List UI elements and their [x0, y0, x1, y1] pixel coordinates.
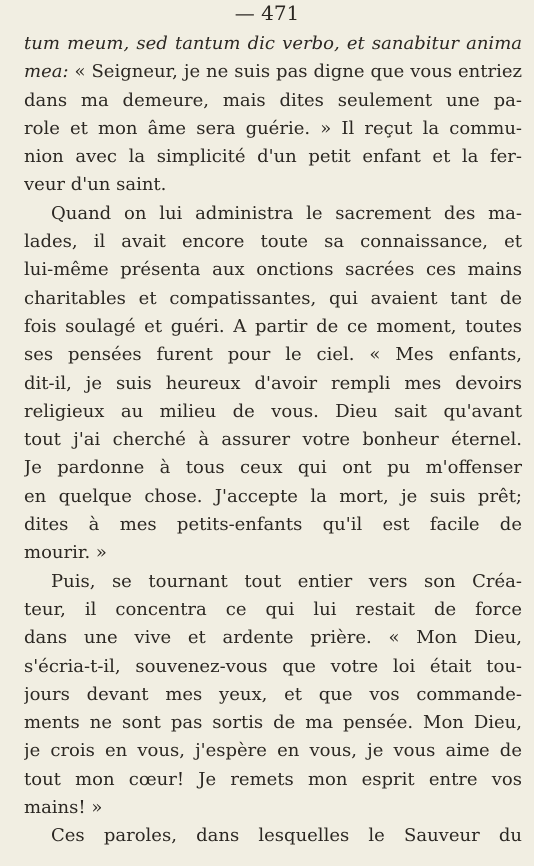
- line-text: Ces paroles, dans lesquelles le Sauveur du: [51, 825, 522, 847]
- text-line: [24, 596, 522, 624]
- line-text: dans ma demeure, mais dites seulement une pa-: [24, 89, 522, 111]
- line-text: nion avec la simplicité d'un petit enfant et la fer-: [24, 146, 522, 168]
- line-text: jours devant mes yeux, et que vos commande-: [24, 683, 522, 705]
- text-line: [24, 511, 522, 539]
- text-line: [24, 285, 522, 313]
- text-line: [24, 624, 522, 652]
- latin-quote: mea:: [24, 61, 69, 83]
- line-text: teur, il concentra ce qui lui restait de force: [24, 598, 522, 620]
- line-text: Puis, se tournant tout entier vers son Créa-: [51, 570, 522, 592]
- line-text: veur d'un saint.: [24, 174, 167, 196]
- text-line: [24, 115, 522, 143]
- line-text: Je pardonne à tous ceux qui ont pu m'offenser: [24, 457, 522, 479]
- text-line: [24, 653, 522, 681]
- line-text: mourir. »: [24, 542, 107, 564]
- text-line: [24, 766, 522, 794]
- text-line: [24, 341, 522, 369]
- text-line: [24, 228, 522, 256]
- text-line: [24, 171, 522, 199]
- text-line: [24, 539, 522, 567]
- line-text: Quand on lui administra le sacrement des ma-: [51, 202, 522, 224]
- line-text: lui-même présenta aux onctions sacrées ces mains: [24, 259, 522, 281]
- line-text: en quelque chose. J'accepte la mort, je suis prêt;: [24, 485, 522, 507]
- text-line: [24, 370, 522, 398]
- text-line: [24, 822, 522, 850]
- line-text: dites à mes petits-enfants qu'il est facile de: [24, 514, 522, 536]
- line-text: religieux au milieu de vous. Dieu sait qu'avant: [24, 400, 522, 422]
- line-text: mains! »: [24, 797, 103, 819]
- text-line: [24, 256, 522, 284]
- line-text: ments ne sont pas sortis de ma pensée. Mon Dieu,: [24, 712, 522, 734]
- text-line: [24, 87, 522, 115]
- line-text: je crois en vous, j'espère en vous, je vous aime de: [24, 740, 522, 762]
- line-text: « Seigneur, je ne suis pas digne que vous entriez: [68, 61, 522, 83]
- line-text: lades, il avait encore toute sa connaissance, et: [24, 231, 522, 253]
- page-number: — 471: [234, 1, 300, 25]
- line-text: dans une vive et ardente prière. « Mon Dieu,: [24, 627, 522, 649]
- line-text: s'écria-t-il, souvenez-vous que votre loi était tou-: [24, 655, 522, 677]
- line-text: fois soulagé et guéri. A partir de ce moment, toutes: [24, 315, 522, 337]
- text-line: [24, 426, 522, 454]
- text-line: [24, 30, 522, 58]
- line-text: dit-il, je suis heureux d'avoir rempli mes devoirs: [24, 372, 522, 394]
- line-text: tout mon cœur! Je remets mon esprit entre vos: [24, 768, 522, 790]
- text-line: [24, 709, 522, 737]
- text-line: [24, 200, 522, 228]
- text-line: [24, 454, 522, 482]
- text-line: [24, 681, 522, 709]
- line-text: tout j'ai cherché à assurer votre bonheur éternel.: [24, 429, 522, 451]
- text-line: [24, 143, 522, 171]
- text-line: [24, 794, 522, 822]
- line-text: charitables et compatissantes, qui avaient tant de: [24, 287, 522, 309]
- text-line: [24, 483, 522, 511]
- body-text: [24, 30, 522, 851]
- text-line: [24, 398, 522, 426]
- latin-quote: tum meum, sed tantum dic verbo, et sanabitur anima: [24, 33, 522, 54]
- text-line: [24, 313, 522, 341]
- text-line: [24, 737, 522, 765]
- line-text: ses pensées furent pour le ciel. « Mes enfants,: [24, 344, 522, 366]
- text-line: [24, 568, 522, 596]
- text-line: [24, 58, 522, 86]
- line-text: role et mon âme sera guérie. » Il reçut la commu-: [24, 117, 522, 139]
